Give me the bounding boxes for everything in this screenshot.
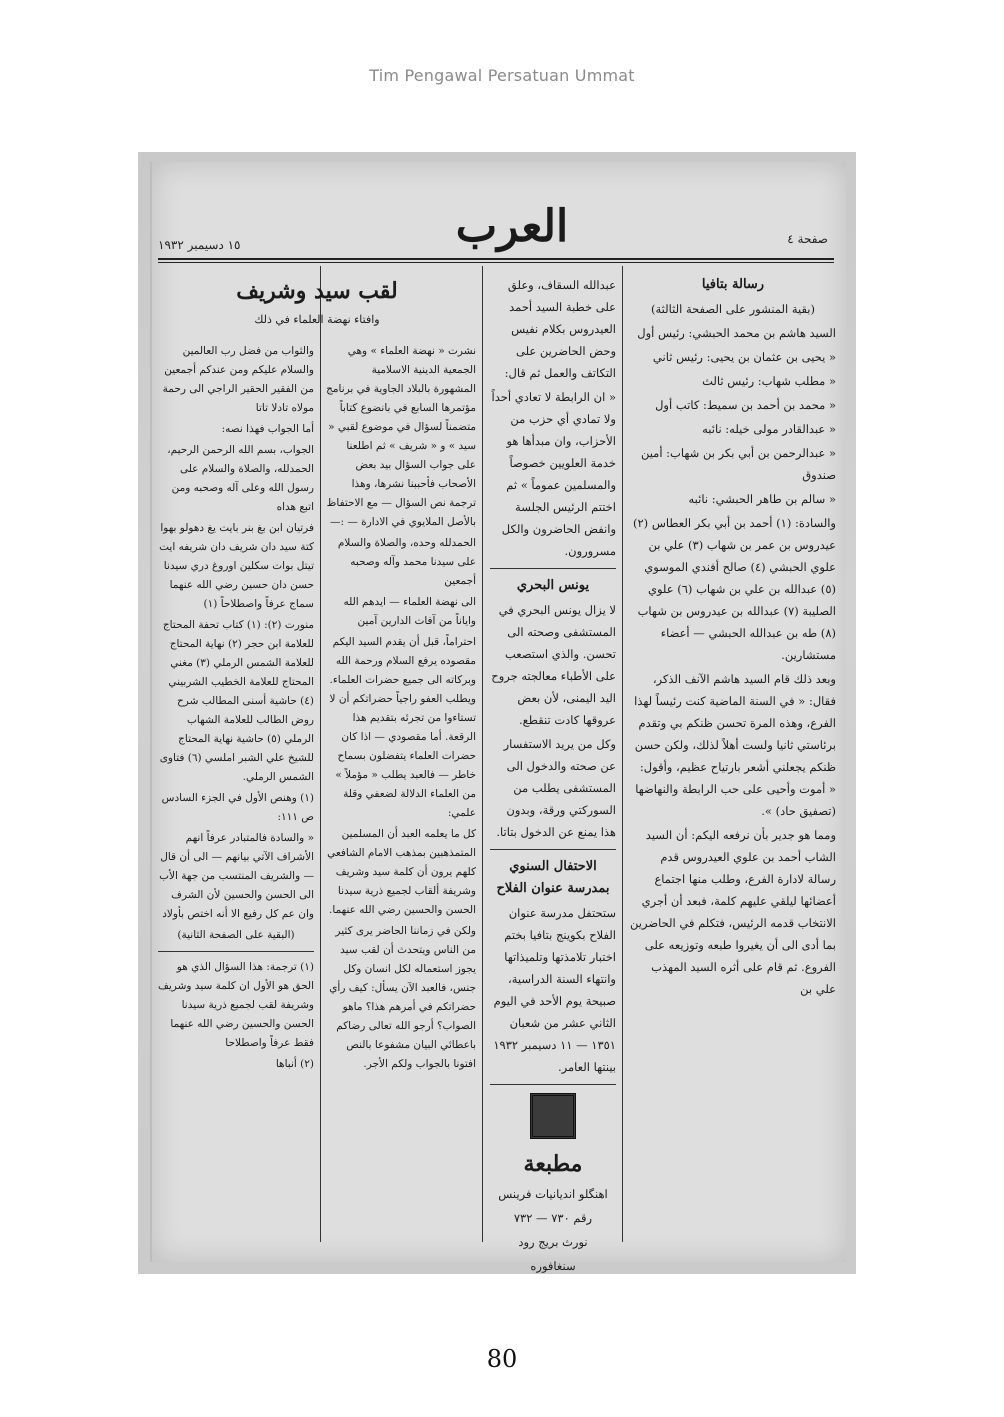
column-heading: رسالة بتافيا: [701, 277, 765, 292]
press-line: سنغافوره: [530, 1259, 576, 1273]
footnote: (١) ترجمة: هذا السؤال الذي هو الحق هو الأول ان كلمة سيد وشريف وشريفة لقب لجميع ذرية سيدنا الحسن والحسين رضي الله عنهما فقط عرفاً واصطلاحا: [158, 961, 314, 1049]
paragraph: ستحتفل مدرسة عنوان الفلاح بكوينج بتافيا بختم اختبار تلامذتها وتلميذاتها وانتهاء السنة الدراسية، صبيحة يوم الأحد في اليوم الثاني عشر من شعبان ١٣٥١ — ١١ دسيمبر ١٩٣٢ بينتها العامر.: [493, 906, 616, 1074]
paragraph: « يحيى بن عثمان بن يحيى: رئيس ثاني: [652, 350, 836, 364]
paragraph: عبدالله السقاف، وعلق على خطبة السيد أحمد العيدروس بكلام نفيس وحض الحاضرين على التكاتف والعمل ثم قال:: [504, 278, 616, 380]
section-rule: [490, 849, 616, 850]
paragraph: ومما هو جدير بأن نرفعه اليكم: أن السيد الشاب أحمد بن علوي العيدروس قدم رسالة لادارة الفرع، وطلب منها اجتماع أعضائها ليلقي عليهم كلمة، فبعد أن أجري الانتخاب قدمه الرئيس، فتكلم في الحاضرين بما أدى الى أن يغيروا طبعه وتوزيعه على الفروع. ثم قام على أثره السيد المهذب علي بن: [630, 828, 836, 996]
section-rule: [490, 568, 616, 569]
press-title: مطبعة: [523, 1151, 583, 1177]
masthead-rule: [158, 258, 834, 260]
masthead: العرب: [455, 201, 569, 252]
column-middle: [490, 274, 616, 1274]
continuation-note: (البقية على الصفحة الثانية): [177, 929, 295, 941]
section-heading: يونس البحري: [516, 578, 590, 593]
column-left-inner: [326, 342, 476, 1076]
page-number: 80: [486, 1345, 518, 1373]
paragraph: « مطلب شهاب: رئيس ثالث: [702, 374, 836, 388]
paragraph: نشرت « نهضة العلماء » وهي الجمعية الدينية الاسلامية المشهورة بالبلاد الجاوية في برنامج مؤتمرها السابع في بانضوع كتاباً متضمناً لسؤال في موضوع لقبي « سيد » و « شريف » ثم اطلعنا على جواب السؤال بيد بعض الأصحاب فأحببنا نشرها، وهذا ترجمة نص السؤال — مع الاحتفاظ بالأصل الملايوي في الادارة — :—: [326, 345, 476, 528]
ornament-icon: [530, 1093, 576, 1139]
paragraph: الى نهضة العلماء — ايدهم الله واياناً من آفات الدارين آمين: [343, 596, 476, 627]
date-label: ١٥ دسيمبر ١٩٣٢: [158, 238, 241, 252]
newspaper-page: [150, 162, 846, 1273]
paragraph: كل ما يعلمه العبد أن المسلمين المتمذهبين بمذهب الامام الشافعي كلهم يرون أن كلمة سيد وشريف وشريفة ألقاب لجميع ذرية سيدنا الحسن والحسين رضي الله عنهما.: [327, 828, 476, 916]
masthead-rule-thin: [158, 262, 834, 263]
section-heading: الاحتفال السنوي بمدرسة عنوان الفلاح: [496, 859, 610, 896]
paragraph: منورت (٢): (١) كتاب تحفة المحتاج للعلامة ابن حجر (٢) نهاية المحتاج للعلامة الشمس الرملي (٣) مغني المحتاج للعلامة الخطيب الشربيني (٤) حاشية أسنى المطالب شرح روض الطالب للعلامة الشهاب الرملي (٥) حاشية نهاية المحتاج للشيخ علي الشبر املسي (٦) فتاوى الشمس الرملي.: [159, 619, 314, 783]
running-header: Tim Pengawal Persatuan Ummat: [369, 66, 635, 85]
column-left-outer: [158, 342, 314, 1076]
paragraph: أما الجواب فهذا نصه:: [221, 423, 314, 435]
footnote-rule: [158, 951, 314, 952]
page-label: صفحة ٤: [787, 232, 828, 246]
newspaper-scan: [138, 152, 856, 1274]
article-subtitle: وافتاء نهضة العلماء في ذلك: [254, 313, 380, 326]
article-sayyid-sharif: [158, 274, 476, 332]
paragraph: (١) وهنص الأول في الجزء السادس ص ١١١:: [161, 792, 314, 823]
paragraph: « محمد بن أحمد بن سميط: كاتب أول: [655, 398, 836, 412]
continuation-note: (بقية المنشور على الصفحة الثالثة): [651, 302, 815, 316]
column-right: [630, 274, 836, 1002]
paragraph: وكل من يريد الاستفسار عن صحته والدخول الى المستشفى يطلب من السوركتي ورقة، وبدون هذا يمنع عن الدخول بتاتا.: [496, 737, 616, 839]
paragraph: « عبدالرحمن بن أبي بكر بن شهاب: أمين صندوق: [640, 446, 836, 482]
paragraph: ولكن في زماننا الحاضر يرى كثير من الناس ويتحدث أن لقب سيد يجوز استعماله لكل انسان وكل جنس، فالعبد الآن يسأل: كيف رأي حضراتكم في أمرهم هذا؟ ماهو الصواب؟ أرجو الله تعالى رضاكم باعطائي البيان مشفوعا بالنص افتونا بالجواب ولكم الأجر.: [329, 925, 476, 1070]
paragraph: السيد هاشم بن محمد الحبشي: رئيس أول: [637, 326, 836, 340]
paragraph: « عبدالقادر مولى خيله: نائبه: [702, 422, 836, 436]
article-title: لقب سيد وشريف: [236, 278, 398, 304]
paragraph: لا يزال يونس البحري في المستشفى وصحته الى تحسن. والذي استصعب على الأطباء معالجته جروح اليد اليمنى، لأن بعض عروقها كادت تنقطع.: [491, 603, 616, 727]
footnote: (٢) أنباها: [275, 1058, 314, 1070]
press-line: نورث بريج رود: [518, 1235, 588, 1249]
paragraph: والثواب من فضل رب العالمين والسلام عليكم ومن عندكم أجمعين من الفقير الحقير الراجي الى رحمة مولاه تادلا تاتا: [162, 345, 314, 414]
column-divider: [622, 266, 623, 1242]
paragraph: « سالم بن طاهر الحبشي: نائبه: [688, 492, 836, 506]
paragraph: وبعد ذلك قام السيد هاشم الآنف الذكر، فقال: « في السنة الماضية كنت رئيساً لهذا الفرع، وهذه المرة تحسن ظنكم بي وتقدم برئاستي ثانيا ولست أهلاً لذلك، ولكن حسن ظنكم يجعلني أشعر بارتياح عظيم، وأقول: « أموت وأحيى على حب الرابطة والنهاضها (تصفيق حاد) ».: [634, 672, 836, 818]
paragraph: الحمدلله وحده، والصلاة والسلام على سيدنا محمد وآله وصحبه أجمعين: [337, 537, 476, 587]
section-rule: [490, 1084, 616, 1085]
column-divider: [482, 266, 483, 1242]
paragraph: فرتيان ابن بغ بنر بايت يغ دهولو بهوا كتة سيد دان شريف دان شريفه ايت تيتل بوات سكلين اوروغ دري سيدنا حسن دان حسين رضي الله عنهما سماج عرفاً واصطلاحاً (١): [159, 522, 314, 610]
paragraph: احتراماً، قبل أن يقدم السيد اليكم مقصوده يرفع السلام ورحمة الله وبركاته الى جميع حضرات العلماء. ويطلب العفو راجياً حضراتكم أن لا تستاءوا من تجرئه بتقديم هذا الرقعة. أما مقصودي — اذا كان حضرات العلماء يتفضلون بسماح خاطر — فالعبد يطلب « مؤملاً » من العلماء الدلالة لضعفي وقلة علمي:: [329, 636, 476, 819]
column-divider: [320, 266, 321, 1242]
paragraph: الجواب، بسم الله الرحمن الرحيم، الحمدلله، والصلاة والسلام على رسول الله وعلى آله وصحبه ومن اتبع هداه: [167, 444, 314, 513]
press-line: اهنگلو انديانيات فرينس: [498, 1187, 608, 1201]
paragraph: « والسادة فالمتبادر عرفاً انهم الأشراف الآتي بيانهم — الى أن قال — والشريف المنتسب من جهة الأب الى الحسن والحسين لأن الشرف وان عم كل رفيع الا أنه اختص بأولاد: [159, 832, 314, 920]
press-line: رقم ٧٣٠ — ٧٣٢: [513, 1211, 593, 1225]
paragraph: « ان الرابطة لا تعادي أحداً ولا تمادي أي حزب من الأحزاب، وان مبدأها هو خدمة العلويين خصوصاً والمسلمين عموماً » ثم اختتم الرئيس الجلسة وانفض الحاضرون والكل مسرورون.: [491, 390, 616, 558]
paragraph: والسادة: (١) أحمد بن أبي بكر العطاس (٢) عيدروس بن عمر بن شهاب (٣) علي بن علوي الحبشي (٤) صالح أفندي الموسوي (٥) عبدالله بن علي بن شهاب (٦) علوي الصليبة (٧) عبدالله بن عيدروس بن شهاب (٨) طه بن عبدالله الحبشي — أعضاء مستشارين.: [632, 516, 836, 662]
